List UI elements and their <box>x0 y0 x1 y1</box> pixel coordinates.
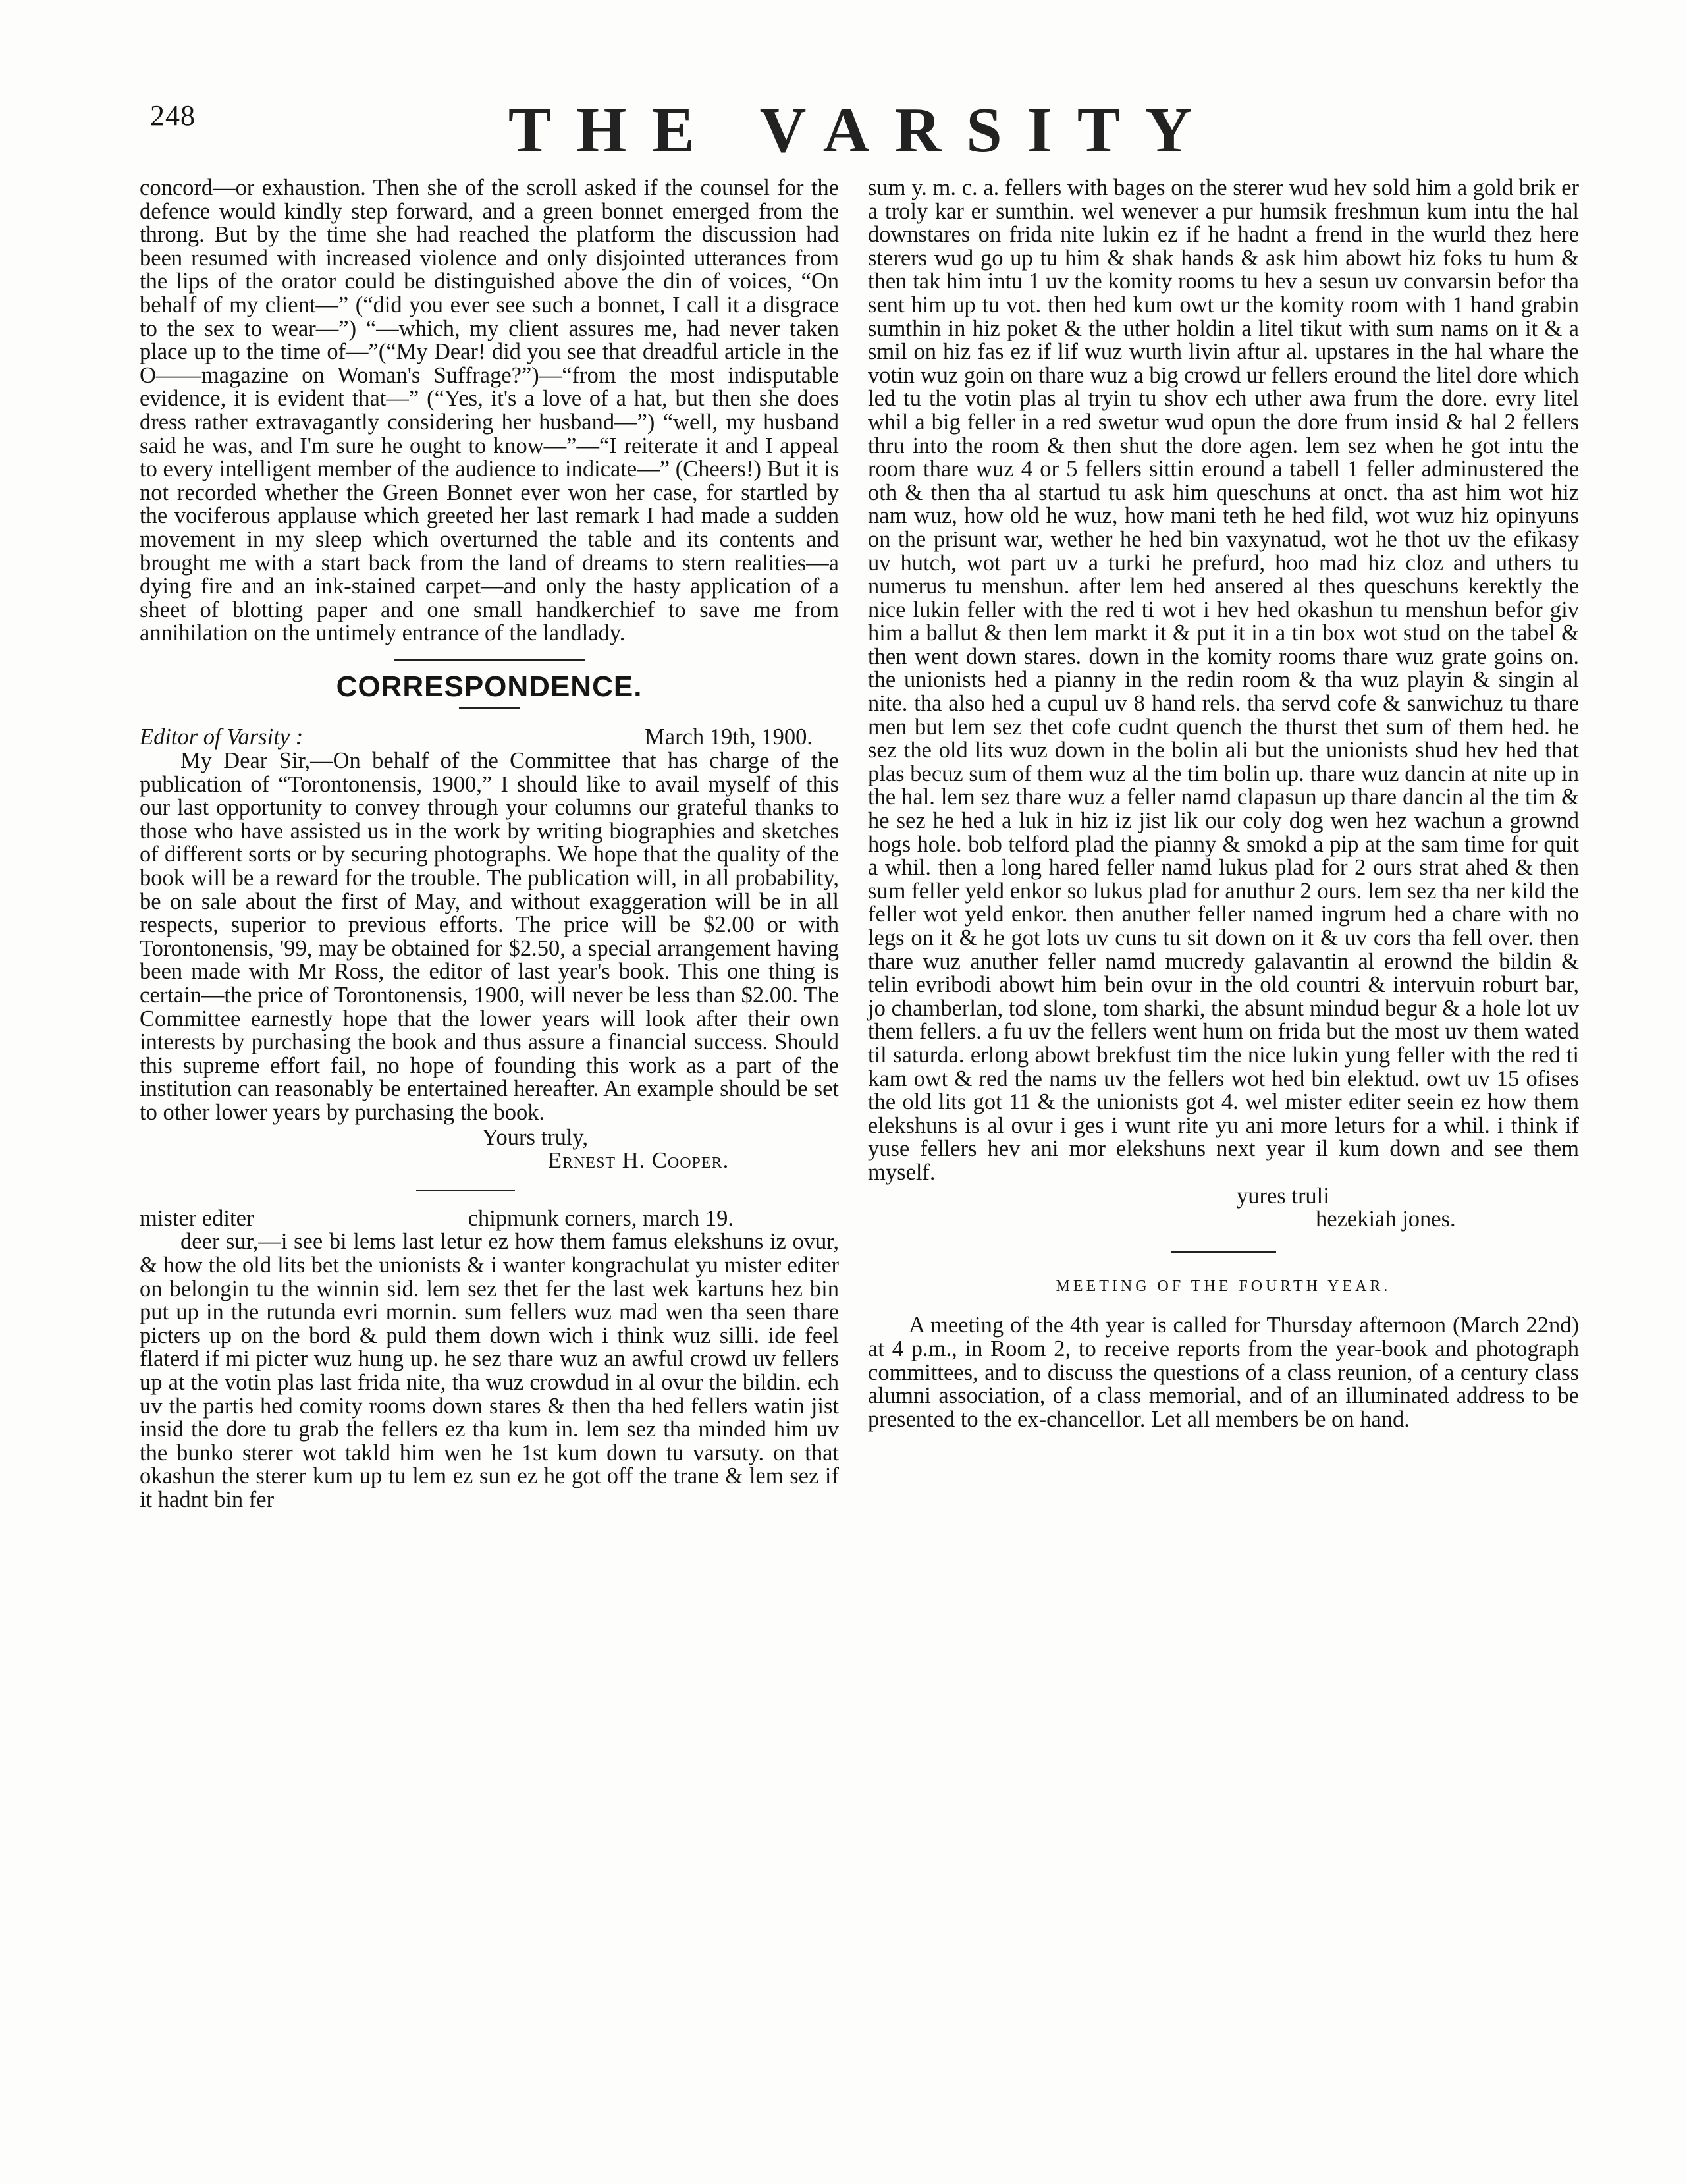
letter2-body-part1: deer sur,—i see bi lems last letur ez how them famus elekshuns iz ovur, & how the old lits bet the unionists & i wanter kongrachulat yu mister editer on belongin tu the winnin sid. lem sez thet fer the last wek kartuns hez bin put up in the rutunda evri mornin. sum fellers wuz mad wen tha seen thare picters up on the bord & puld them down wich i think wuz silli. ide feel flaterd if mi picter wuz hung up. he sez thare wuz an awful crowd uv fellers up at the votin plas last frida nite, tha wuz crowdud in al ovur the bildin. ech uv the partis hed comity rooms down stares & then tha hed fellers watin jist insid the dore tu grab the fellers ez tha kum in. lem sez tha minded him uv the bunko sterer wot takld him wen he 1st kum down tu varsuty. on that okashun the sterer kum up tu lem ez sun ez he got off the trane & lem sez if it hadnt bin fer <box>140 1229 839 1512</box>
letter-dateline <box>140 726 839 750</box>
section-divider <box>394 659 585 661</box>
letter-date: March 19th, 1900. <box>645 724 813 750</box>
letter2-body-part2: sum y. m. c. a. fellers with bages on the sterer wud hev sold him a gold brik er a troly kar er sumthin. wel wenever a pur humsik freshmun kum intu the hal downstares on frida nite lukin ez if he hadnt a frend in the wurld thez here sterers wud go up tu him & shak hands & ask him abowt hiz foks tu hum & then tak him intu 1 uv the komity rooms tu hev a sesun uv convarsin befor tha sent him up tu vot. then hed kum owt ur the komity room with 1 hand grabin sumthin in hiz poket & the uther holdin a litel tikut with sum nams on it & a smil on hiz fas ez if lif wuz wurth livin aftur al. upstares in the hal whare the votin wuz goin on thare wuz a big crowd ur fellers eround the litel dore which led tu the votin plas al tryin tu shov ech uther awa frum the dore. evry litel whil a big feller in a red swetur wud opun the dore frum insid & hal 2 fellers thru into the room & then shut the dore agen. lem sez when he got intu the room thare wuz 4 or 5 fellers sittin eround a tabell 1 feller adminustered the oth & then tha al startud tu ask him queschuns at onct. tha ast him wot hiz nam wuz, how old he wuz, how mani teth he hed fild, wot wuz hiz opinyuns on the prisunt war, wether he hed bin vaxynatud, wot he thot uv the efikasy uv hutch, wot part uv a turki he prefurd, hoo mad hiz cloz and uthers tu numerus tu menshun. after lem hed ansered al thes queschuns kerektly the nice lukin feller with the red ti wot i hev hed okashun tu menshun befor giv him a ballut & then lem markt it & put it in a tin box wot stud on the tabel & then went down stares. down in the komity rooms thare wuz grate goins on. the unionists hed a pianny in the redin room & tha wuz playin & singin al nite. tha also hed a cupul uv 8 hand rels. tha servd cofe & sanwichuz tu thare men but lem sez thet cofe cudnt quench the thurst thet sum of them hed. he sez the old lits wuz down in the bolin ali but the unionists shud hev hed that plas becuz sum of them wuz al the tim bolin up. thare wuz dancin at nite up in the hal. lem sez thare wuz a feller namd clapasun up thare dancin al the tim & he sez he hed a luk in hiz iz jist lik our coly dog wen hez wachun a grownd hogs hole. bob telford plad the pianny & smokd a pip at the sam time for quit a whil. then a long hared feller namd lukus plad for 2 ours strat ahed & then sum feller yeld enkor so lukus plad for anuthur 2 ours. lem sez tha ner kild the feller wot yeld enkor. then anuther feller named ingrum hed a chare with no legs on it & he got lots uv cuns tu sit down on it & uv cors tha fell over. then thare wuz anuther feller namd mucredy galavantin al erownd the bildin & telin evribodi abowt him bein ovur in the old countri & intervuin roburt bar, jo chamberlan, tod slone, tom sharki, the absunt mindud begur & a hole lot uv them fellers. a fu uv the fellers went hum on frida but the most uv them wated til saturda. erlong abowt brekfust tim the nice lukin yung feller with the red ti kam owt & red the nams uv the fellers wot hed bin elektud. owt uv 15 ofises the old lits got 11 & the unionists got 4. wel mister editer seein ez how them elekshuns is al ovur i ges i wunt rite yu ani more leturs for a whil. i think if yuse fellers hev ani mor elekshuns next year il kum down and see them myself. <box>868 175 1579 1185</box>
letter-body: My Dear Sir,—On behalf of the Committee that has charge of the publication of “Torontonensis, 1900,” I should like to avail myself of this our last opportunity to convey through your columns our grateful thanks to those who have assisted us in the work by writing biographies and sketches of different sorts or by securing photographs. We hope that the quality of the book will be a reward for the trouble. The publication will, in all probability, be on sale about the first of May, and without exaggeration will be in all respects, superior to previous efforts. The price will be $2.00 or with Torontonensis, '99, may be obtained for $2.50, a special arrangement having been made with Mr Ross, the editor of last year's book. This one thing is certain—the price of Torontonensis, 1900, will never be less than $2.00. The Committee earnestly hope that the lower years will look after their own interests by purchasing the book and thus assure a financial success. Should this supreme effort fail, no hope of founding this work as a part of the institution can reasonably be entertained hereafter. An example should be set to other lower years by purchasing the book. <box>140 748 839 1125</box>
masthead: THE VARSITY <box>508 95 1218 166</box>
right-column <box>868 177 1579 1431</box>
letter2-closing: yures truli <box>1237 1183 1329 1209</box>
correspondence-heading: CORRESPONDENCE. <box>336 670 643 703</box>
page-number: 248 <box>150 99 196 132</box>
letter2-header <box>140 1207 839 1231</box>
notice-heading: MEETING OF THE FOURTH YEAR. <box>1056 1277 1391 1295</box>
left-column <box>140 177 839 1512</box>
letter-signature: Ernest H. Cooper. <box>548 1148 730 1174</box>
letter2-signature: hezekiah jones. <box>1316 1207 1456 1232</box>
notice-body: A meeting of the 4th year is called for Thursday afternoon (March 22nd) at 4 p.m., in Room 2, to receive reports from the year-book and photograph committees, and to discuss the questions of a class reunion, of a century class alumni association, of a class memorial, and of an illuminated address to be presented to the ex-chancellor. Let all members be on hand. <box>868 1313 1579 1432</box>
story-continuation: concord—or exhaustion. Then she of the scroll asked if the counsel for the defence would kindly step forward, and a green bonnet emerged from the throng. But by the time she had reached the platform the discussion had been resumed with increased violence and only disjointed utterances from the lips of the orator could be distinguished above the din of voices, “On behalf of my client—” (“did you ever see such a bonnet, I call it a disgrace to the sex to wear—”) “—which, my client assures me, had never taken place up to the time of—”(“My Dear! did you see that dreadful article in the O——magazine on Woman's Suffrage?”)—“from the most indisputable evidence, it is evident that—” (“Yes, it's a love of a hat, but then she does dress rather extravagantly considering her husband—”) “well, my husband said he was, and I'm sure he ought to know—”—“I reiterate it and I appeal to every intelligent member of the audience to indicate—” (Cheers!) But it is not recorded whether the Green Bonnet ever won her case, for startled by the vociferous applause which greeted her last remark I had made a sudden movement in my sleep which overturned the table and its contents and brought me with a start back from the land of dreams to stern realities—a dying fire and an ink-stained carpet—and only the hasty application of a sheet of blotting paper and one small handkerchief to save me from annihilation on the untimely entrance of the landlady. <box>140 175 839 646</box>
notice-divider <box>1171 1251 1276 1253</box>
letter2-recipient: mister editer <box>140 1205 254 1231</box>
heading-underline <box>459 707 520 709</box>
letter-divider <box>416 1190 515 1191</box>
letter2-place-date: chipmunk corners, march 19. <box>468 1205 734 1231</box>
letter-closing: Yours truly, <box>482 1124 589 1150</box>
letter-recipient: Editor of Varsity : <box>140 724 304 750</box>
